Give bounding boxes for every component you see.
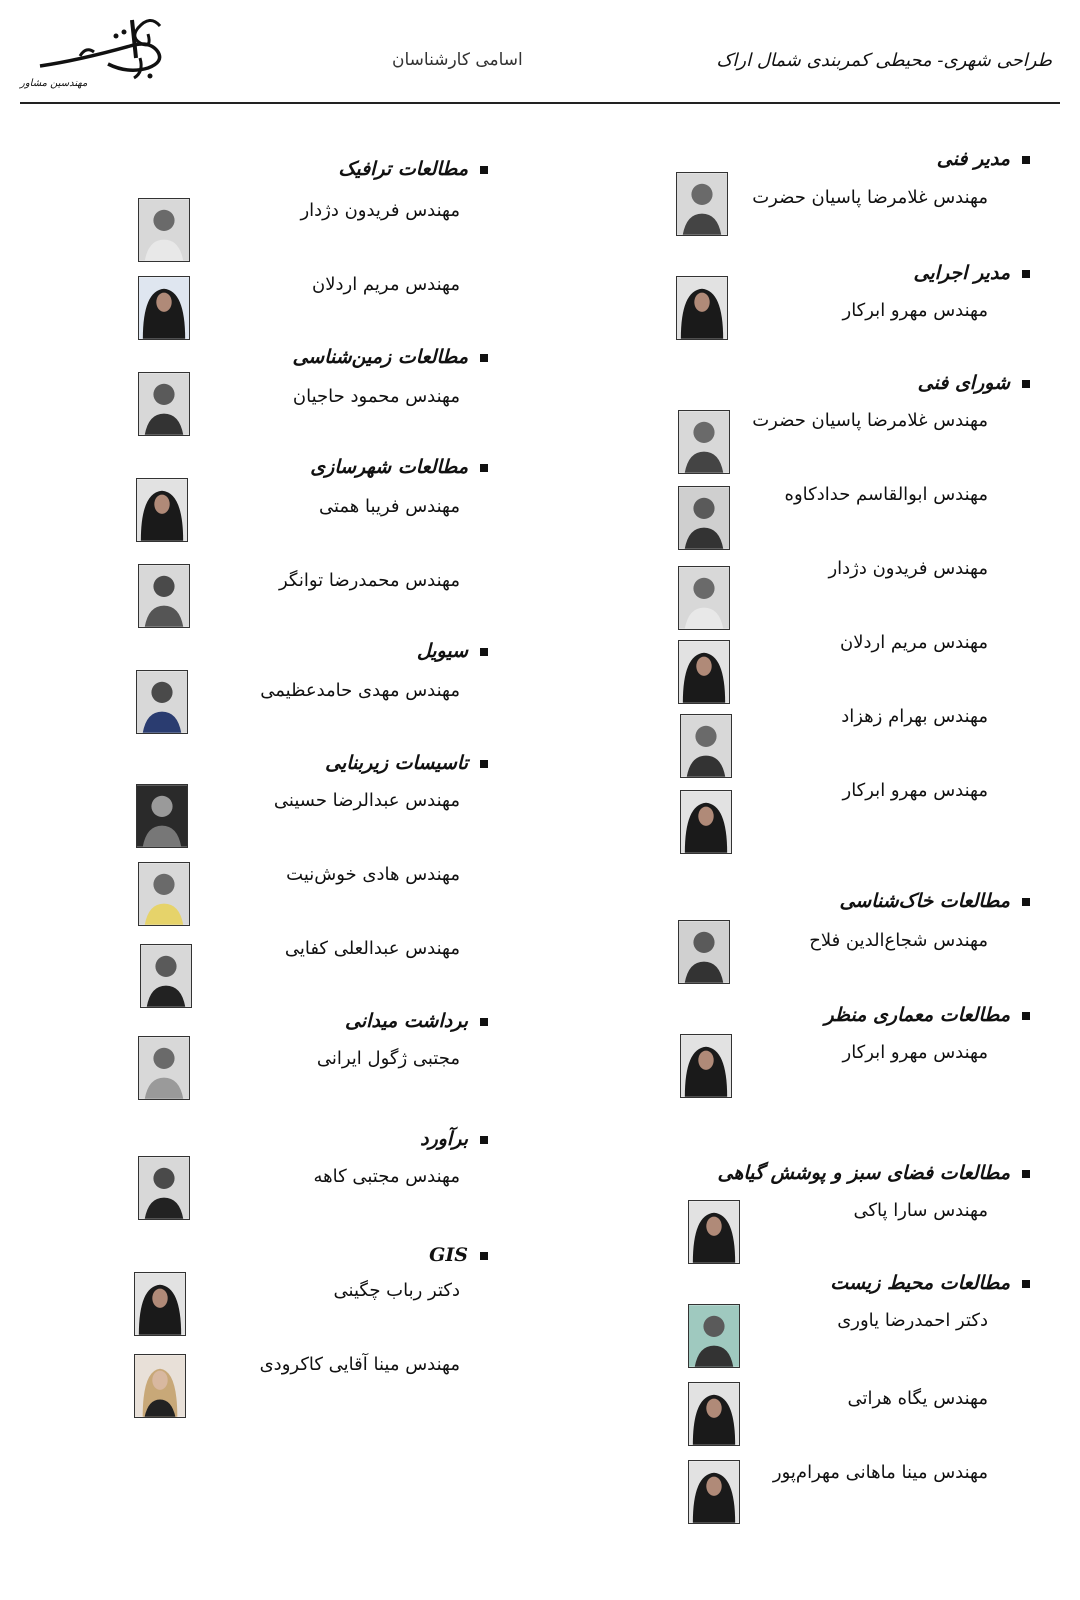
person-name: مهندس فریبا همتی — [318, 496, 460, 517]
person-photo-male — [138, 1036, 190, 1100]
person-name: مهندس عبدالعلی کفایی — [284, 938, 460, 959]
section-heading-landscape-architecture: مطالعات معماری منظر — [824, 1004, 1030, 1026]
person-name: مهندس مهرو ابرکار — [842, 300, 988, 321]
section-heading-technical-council: شورای فنی — [918, 372, 1030, 394]
person-name: مهندس غلامرضا پاسیان حضرت — [752, 410, 988, 431]
section-heading-green-space: مطالعات فضای سبز و پوشش گیاهی — [718, 1162, 1030, 1184]
section-heading-soil-studies: مطالعات خاک‌شناسی — [839, 890, 1030, 912]
person-name: مجتبی ژگول ایرانی — [316, 1048, 460, 1069]
person-photo-male — [138, 564, 190, 628]
section-heading-urban-planning: مطالعات شهرسازی — [310, 456, 488, 478]
person-name: مهندس محمدرضا توانگر — [278, 570, 460, 591]
section-heading-field-survey: برداشت میدانی — [345, 1010, 488, 1032]
section-heading-executive-manager: مدیر اجرایی — [914, 262, 1030, 284]
company-logo — [20, 6, 170, 96]
person-photo-male — [138, 862, 190, 926]
person-photo-male — [136, 670, 188, 734]
document-title: طراحی شهری- محیطی کمربندی شمال اراک — [716, 50, 1052, 71]
person-name: مهندس ابوالقاسم حدادکاوه — [784, 484, 988, 505]
person-photo-male — [140, 944, 192, 1008]
person-photo-female — [134, 1272, 186, 1336]
person-photo-female — [138, 276, 190, 340]
person-name: مهندس مهدی حامدعظیمی — [260, 680, 460, 701]
logo-subtitle: مهندسین مشاور — [20, 78, 88, 89]
person-name: مهندس مریم اردلان — [312, 274, 460, 295]
person-photo-male — [138, 1156, 190, 1220]
person-name: مهندس هادی خوش‌نیت — [286, 864, 460, 885]
section-heading-infrastructure: تاسیسات زیربنایی — [325, 752, 488, 774]
person-photo-male — [136, 784, 188, 848]
person-photo-male — [676, 172, 728, 236]
person-name: دکتر احمدرضا یاوری — [837, 1310, 988, 1331]
person-name: مهندس سارا پاکی — [853, 1200, 988, 1221]
person-name: مهندس عبدالرضا حسینی — [273, 790, 460, 811]
person-photo-female — [136, 478, 188, 542]
person-name: مهندس مریم اردلان — [840, 632, 988, 653]
person-photo-male — [678, 566, 730, 630]
person-name: مهندس مینا آقایی کاکرودی — [259, 1354, 460, 1375]
person-name: مهندس یگاه هراتی — [847, 1388, 988, 1409]
person-photo-female — [688, 1382, 740, 1446]
section-heading-gis: GIS — [429, 1244, 488, 1266]
list-title: اسامی کارشناسان — [392, 50, 523, 70]
person-name: مهندس مهرو ابرکار — [842, 1042, 988, 1063]
person-photo-female — [134, 1354, 186, 1418]
person-photo-male — [138, 372, 190, 436]
section-heading-civil: سیویل — [417, 640, 488, 662]
person-name: مهندس محمود حاجیان — [292, 386, 460, 407]
person-name: مهندس مهرو ابرکار — [842, 780, 988, 801]
page-header — [20, 0, 1060, 104]
person-photo-female — [688, 1200, 740, 1264]
section-heading-estimation: برآورد — [420, 1128, 488, 1150]
person-photo-male — [678, 410, 730, 474]
section-heading-geology-studies: مطالعات زمین‌شناسی — [292, 346, 488, 368]
person-name: مهندس فریدون دژدار — [828, 558, 988, 579]
section-heading-environment: مطالعات محیط زیست — [830, 1272, 1030, 1294]
person-photo-male — [678, 486, 730, 550]
person-photo-female — [676, 276, 728, 340]
person-name: مهندس مجتبی کاهه — [313, 1166, 460, 1187]
person-name: مهندس فریدون دژدار — [300, 200, 460, 221]
person-photo-male — [138, 198, 190, 262]
person-name: دکتر رباب چگینی — [333, 1280, 460, 1301]
person-name: مهندس مینا ماهانی مهرام‌پور — [772, 1462, 988, 1483]
person-name: مهندس بهرام زهزاد — [841, 706, 988, 727]
person-photo-female — [680, 790, 732, 854]
person-photo-male — [688, 1304, 740, 1368]
person-name: مهندس شجاع‌الدین فلاح — [809, 930, 988, 951]
person-name: مهندس غلامرضا پاسیان حضرت — [752, 187, 988, 208]
person-photo-female — [688, 1460, 740, 1524]
person-photo-male — [680, 714, 732, 778]
section-heading-technical-manager: مدیر فنی — [937, 148, 1030, 170]
section-heading-traffic-studies: مطالعات ترافیک — [338, 158, 488, 180]
person-photo-male — [678, 920, 730, 984]
person-photo-female — [678, 640, 730, 704]
person-photo-female — [680, 1034, 732, 1098]
